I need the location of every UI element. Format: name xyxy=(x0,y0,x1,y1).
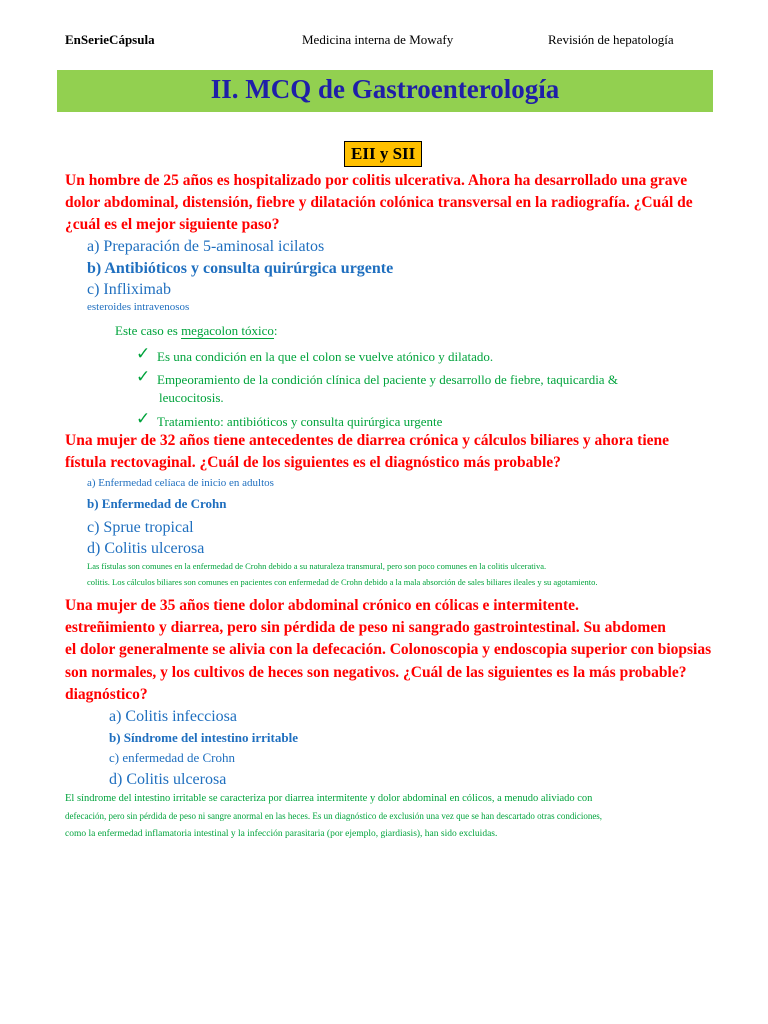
explanation-line: El síndrome del intestino irritable se caracteriza por diarrea intermitente y dolor abdominal en cólicos, a menudo aliviado con xyxy=(65,793,593,804)
check-icon: ✓ xyxy=(136,367,151,386)
explanation-line: colitis. Los cálculos biliares son comunes en pacientes con enfermedad de Crohn debido a la mala absorción de sales biliares ileales y su agotamiento. xyxy=(87,577,598,587)
explanation-line: defecación, pero sin pérdida de peso ni sangre anormal en las heces. Es un diagnóstico de exclusión una vez que se han descartado otras condiciones, xyxy=(65,811,603,821)
option-b-correct: b) Enfermedad de Crohn xyxy=(87,496,227,511)
header-left: EnSerieCápsula xyxy=(65,32,155,47)
question-line: dolor abdominal, distensión, fiebre y dilatación colónica transversal en la radiografía. ¿Cuál de xyxy=(65,194,693,211)
check-icon: ✓ xyxy=(136,344,151,363)
explanation-point: Empeoramiento de la condición clínica del paciente y desarrollo de fiebre, taquicardia & xyxy=(157,372,618,387)
question-line: el dolor generalmente se alivia con la defecación. Colonoscopia y endoscopia superior con biopsias xyxy=(65,641,712,658)
section-badge: EII y SII xyxy=(344,141,422,167)
option-b-correct: b) Antibióticos y consulta quirúrgica urgente xyxy=(87,260,394,277)
explanation-point: Tratamiento: antibióticos y consulta quirúrgica urgente xyxy=(157,414,443,429)
section-banner xyxy=(57,70,713,112)
question-line: Un hombre de 25 años es hospitalizado por colitis ulcerativa. Ahora ha desarrollado una grave xyxy=(65,172,688,189)
question-line: diagnóstico? xyxy=(65,686,148,703)
explanation-point-cont: leucocitosis. xyxy=(159,390,224,405)
option-a: a) Enfermedad celíaca de inicio en adultos xyxy=(87,477,274,489)
question-line: fístula rectovaginal. ¿Cuál de los siguientes es el diagnóstico más probable? xyxy=(65,454,561,471)
option-a: a) Preparación de 5-aminosal icilatos xyxy=(87,238,325,255)
question-line: estreñimiento y diarrea, pero sin pérdida de peso ni sangrado gastrointestinal. Su abdomen xyxy=(65,619,666,636)
check-icon: ✓ xyxy=(136,409,151,428)
option-d: d) Colitis ulcerosa xyxy=(87,540,205,557)
option-a: a) Colitis infecciosa xyxy=(109,708,237,725)
question-line: son normales, y los cultivos de heces son negativos. ¿Cuál de las siguientes es la más probable? xyxy=(65,664,687,681)
question-line: Una mujer de 32 años tiene antecedentes de diarrea crónica y cálculos biliares y ahora tiene xyxy=(65,432,670,449)
option-b-correct: b) Síndrome del intestino irritable xyxy=(109,730,298,745)
question-line: ¿cuál es el mejor siguiente paso? xyxy=(65,216,280,233)
option-c: c) Infliximab xyxy=(87,281,171,298)
option-d: esteroides intravenosos xyxy=(87,301,190,313)
header-right: Revisión de hepatología xyxy=(548,32,674,47)
option-c: c) Sprue tropical xyxy=(87,519,194,536)
key-term: megacolon tóxico xyxy=(181,323,274,338)
option-c: c) enfermedad de Crohn xyxy=(109,750,235,765)
explanation-line: Las fístulas son comunes en la enfermedad de Crohn debido a su naturaleza transmural, pero son poco comunes en la colitis ulcerativa. xyxy=(87,561,547,571)
explanation-line: como la enfermedad inflamatoria intestinal y la infección parasitaria (por ejemplo, giardiasis), han sido excluidas. xyxy=(65,829,498,839)
explanation-intro: Este caso es megacolon tóxico: xyxy=(115,323,278,338)
header-center: Medicina interna de Mowafy xyxy=(302,32,454,47)
page-title: II. MCQ de Gastroenterología xyxy=(210,74,560,104)
explanation-point: Es una condición en la que el colon se vuelve atónico y dilatado. xyxy=(157,349,494,364)
question-line: Una mujer de 35 años tiene dolor abdominal crónico en cólicas e intermitente. xyxy=(65,597,579,614)
option-d: d) Colitis ulcerosa xyxy=(109,771,227,788)
